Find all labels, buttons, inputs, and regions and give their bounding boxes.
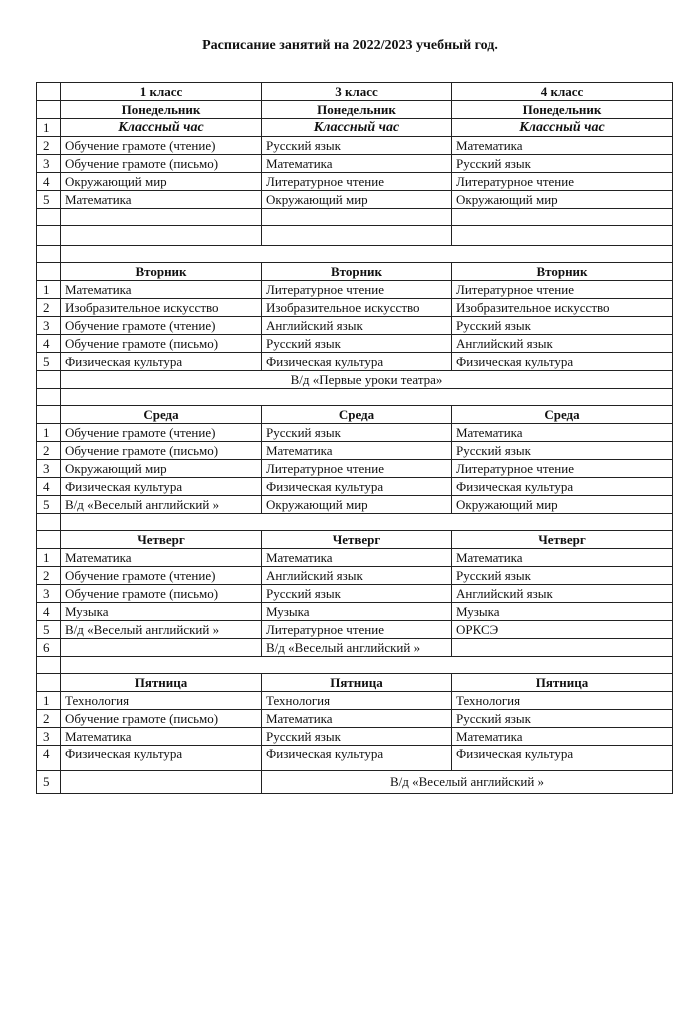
lesson-cell: Обучение грамоте (чтение) [61, 424, 262, 442]
lesson-cell: Физическая культура [61, 746, 262, 771]
lesson-cell: Литературное чтение [262, 173, 452, 191]
day-num-cell [37, 406, 61, 424]
lesson-cell: Математика [61, 549, 262, 567]
lesson-cell: Математика [452, 549, 673, 567]
class-header-2: 3 класс [262, 83, 452, 101]
lesson-cell: Физическая культура [262, 353, 452, 371]
lesson-number: 5 [37, 496, 61, 514]
extracurricular-num [37, 371, 61, 389]
day-name: Вторник [452, 263, 673, 281]
lesson-row [37, 585, 673, 603]
day-name: Пятница [61, 674, 262, 692]
final-row [37, 771, 673, 794]
lesson-cell: Английский язык [262, 567, 452, 585]
lesson-number: 6 [37, 639, 61, 657]
lesson-row [37, 478, 673, 496]
lesson-cell: Технология [61, 692, 262, 710]
lesson-cell: Изобразительное искусство [452, 299, 673, 317]
lesson-cell: Математика [452, 424, 673, 442]
lesson-row [37, 173, 673, 191]
lesson-cell: Физическая культура [262, 746, 452, 771]
lesson-number: 5 [37, 771, 61, 794]
lesson-number: 2 [37, 299, 61, 317]
lesson-row [37, 603, 673, 621]
lesson-cell: Окружающий мир [262, 191, 452, 209]
extracurricular-row [37, 371, 673, 389]
spacer-cell [37, 389, 61, 406]
day-name: Вторник [262, 263, 452, 281]
spacer-row [37, 389, 673, 406]
lesson-number: 3 [37, 317, 61, 335]
empty-row [37, 226, 673, 246]
spacer-cell [61, 226, 262, 246]
empty-row [37, 209, 673, 226]
lesson-row [37, 281, 673, 299]
lesson-row [37, 137, 673, 155]
spacer-cell [452, 209, 673, 226]
lesson-cell: Классный час [61, 119, 262, 137]
day-header-row [37, 674, 673, 692]
lesson-cell: Литературное чтение [262, 621, 452, 639]
lesson-cell: Английский язык [452, 585, 673, 603]
lesson-row [37, 549, 673, 567]
lesson-cell: Литературное чтение [262, 281, 452, 299]
lesson-number: 3 [37, 155, 61, 173]
lesson-number: 4 [37, 603, 61, 621]
lesson-row [37, 710, 673, 728]
lesson-number: 5 [37, 621, 61, 639]
spacer-cell [61, 514, 673, 531]
spacer-cell [37, 514, 61, 531]
lesson-number: 1 [37, 549, 61, 567]
lesson-row [37, 155, 673, 173]
lesson-row [37, 621, 673, 639]
spacer-row [37, 514, 673, 531]
lesson-number: 2 [37, 137, 61, 155]
lesson-row [37, 728, 673, 746]
lesson-cell: Окружающий мир [262, 496, 452, 514]
lesson-cell [61, 639, 262, 657]
lesson-cell: Обучение грамоте (чтение) [61, 317, 262, 335]
lesson-cell: Литературное чтение [262, 460, 452, 478]
lesson-cell: Физическая культура [61, 478, 262, 496]
lesson-cell: В/д «Веселый английский » [262, 639, 452, 657]
day-name: Понедельник [452, 101, 673, 119]
lesson-row [37, 119, 673, 137]
lesson-cell: Английский язык [262, 317, 452, 335]
day-name: Пятница [262, 674, 452, 692]
corner-cell [37, 83, 61, 101]
lesson-cell: Английский язык [452, 335, 673, 353]
lesson-number: 3 [37, 728, 61, 746]
lesson-cell: Обучение грамоте (письмо) [61, 710, 262, 728]
lesson-cell: Математика [452, 137, 673, 155]
lesson-cell: Русский язык [452, 317, 673, 335]
lesson-row [37, 299, 673, 317]
lesson-row [37, 442, 673, 460]
lesson-row [37, 460, 673, 478]
lesson-cell: Физическая культура [452, 353, 673, 371]
lesson-cell: Физическая культура [452, 746, 673, 771]
lesson-cell: Русский язык [262, 137, 452, 155]
spacer-cell [61, 246, 673, 263]
lesson-number: 3 [37, 460, 61, 478]
lesson-cell: Математика [61, 281, 262, 299]
lesson-row [37, 353, 673, 371]
spacer-cell [37, 657, 61, 674]
lesson-row [37, 335, 673, 353]
lesson-cell: Литературное чтение [452, 173, 673, 191]
day-name: Четверг [452, 531, 673, 549]
lesson-number: 5 [37, 353, 61, 371]
lesson-number: 4 [37, 173, 61, 191]
day-name: Понедельник [262, 101, 452, 119]
lesson-cell: Музыка [262, 603, 452, 621]
spacer-row [37, 246, 673, 263]
lesson-cell: Физическая культура [262, 478, 452, 496]
lesson-row [37, 639, 673, 657]
lesson-cell: В/д «Веселый английский » [61, 496, 262, 514]
lesson-cell: Русский язык [262, 585, 452, 603]
spacer-cell [262, 209, 452, 226]
lesson-cell [452, 639, 673, 657]
day-num-cell [37, 101, 61, 119]
day-name: Четверг [61, 531, 262, 549]
lesson-cell: Математика [452, 728, 673, 746]
lesson-number: 2 [37, 567, 61, 585]
extracurricular-note: В/д «Веселый английский » [262, 771, 673, 794]
lesson-cell: Русский язык [452, 567, 673, 585]
lesson-number: 2 [37, 442, 61, 460]
lesson-cell: Математика [61, 191, 262, 209]
spacer-cell [37, 246, 61, 263]
day-header-row [37, 406, 673, 424]
lesson-cell: Обучение грамоте (письмо) [61, 442, 262, 460]
day-num-cell [37, 263, 61, 281]
lesson-cell: Математика [61, 728, 262, 746]
lesson-cell: Окружающий мир [452, 496, 673, 514]
lesson-cell: Русский язык [262, 728, 452, 746]
schedule-table [36, 82, 673, 794]
lesson-cell: Обучение грамоте (чтение) [61, 137, 262, 155]
day-name: Понедельник [61, 101, 262, 119]
schedule-body [37, 83, 673, 794]
lesson-number: 1 [37, 692, 61, 710]
day-name: Вторник [61, 263, 262, 281]
day-header-row [37, 101, 673, 119]
lesson-cell: Классный час [452, 119, 673, 137]
spacer-cell [452, 226, 673, 246]
spacer-row [37, 657, 673, 674]
spacer-cell [262, 226, 452, 246]
lesson-row [37, 692, 673, 710]
lesson-row [37, 496, 673, 514]
lesson-cell: Физическая культура [452, 478, 673, 496]
lesson-cell: Математика [262, 442, 452, 460]
lesson-number: 4 [37, 335, 61, 353]
lesson-cell: Музыка [61, 603, 262, 621]
lesson-cell: Литературное чтение [452, 281, 673, 299]
document-title: Расписание занятий на 2022/2023 учебный год. [202, 38, 498, 53]
lesson-cell: Изобразительное искусство [61, 299, 262, 317]
spacer-cell [37, 209, 61, 226]
lesson-row [37, 746, 673, 771]
lesson-number: 2 [37, 710, 61, 728]
lesson-number: 1 [37, 424, 61, 442]
lesson-number: 3 [37, 585, 61, 603]
empty-cell [61, 771, 262, 794]
lesson-cell: Математика [262, 549, 452, 567]
spacer-cell [61, 389, 673, 406]
lesson-cell: ОРКСЭ [452, 621, 673, 639]
spacer-cell [37, 226, 61, 246]
day-header-row [37, 531, 673, 549]
lesson-cell: Математика [262, 710, 452, 728]
lesson-number: 4 [37, 478, 61, 496]
lesson-cell: Русский язык [262, 424, 452, 442]
lesson-cell: Окружающий мир [61, 460, 262, 478]
class-header-row [37, 83, 673, 101]
lesson-number: 4 [37, 746, 61, 771]
lesson-cell: Обучение грамоте (письмо) [61, 585, 262, 603]
lesson-cell: Обучение грамоте (чтение) [61, 567, 262, 585]
day-name: Четверг [262, 531, 452, 549]
day-name: Среда [262, 406, 452, 424]
lesson-cell: Русский язык [452, 442, 673, 460]
lesson-cell: Математика [262, 155, 452, 173]
lesson-cell: В/д «Веселый английский » [61, 621, 262, 639]
lesson-number: 5 [37, 191, 61, 209]
lesson-row [37, 567, 673, 585]
spacer-cell [61, 209, 262, 226]
lesson-cell: Обучение грамоте (письмо) [61, 335, 262, 353]
class-header-3: 4 класс [452, 83, 673, 101]
lesson-row [37, 191, 673, 209]
lesson-cell: Окружающий мир [452, 191, 673, 209]
extracurricular-note: В/д «Первые уроки театра» [61, 371, 673, 389]
lesson-cell: Физическая культура [61, 353, 262, 371]
lesson-number: 1 [37, 281, 61, 299]
day-num-cell [37, 531, 61, 549]
day-name: Пятница [452, 674, 673, 692]
lesson-cell: Литературное чтение [452, 460, 673, 478]
lesson-cell: Обучение грамоте (письмо) [61, 155, 262, 173]
lesson-row [37, 317, 673, 335]
day-num-cell [37, 674, 61, 692]
day-name: Среда [452, 406, 673, 424]
lesson-cell: Технология [262, 692, 452, 710]
spacer-cell [61, 657, 673, 674]
lesson-row [37, 424, 673, 442]
lesson-cell: Технология [452, 692, 673, 710]
lesson-cell: Классный час [262, 119, 452, 137]
lesson-cell: Изобразительное искусство [262, 299, 452, 317]
day-name: Среда [61, 406, 262, 424]
lesson-cell: Окружающий мир [61, 173, 262, 191]
lesson-number: 1 [37, 119, 61, 137]
class-header-1: 1 класс [61, 83, 262, 101]
day-header-row [37, 263, 673, 281]
lesson-cell: Русский язык [452, 155, 673, 173]
lesson-cell: Музыка [452, 603, 673, 621]
lesson-cell: Русский язык [452, 710, 673, 728]
lesson-cell: Русский язык [262, 335, 452, 353]
